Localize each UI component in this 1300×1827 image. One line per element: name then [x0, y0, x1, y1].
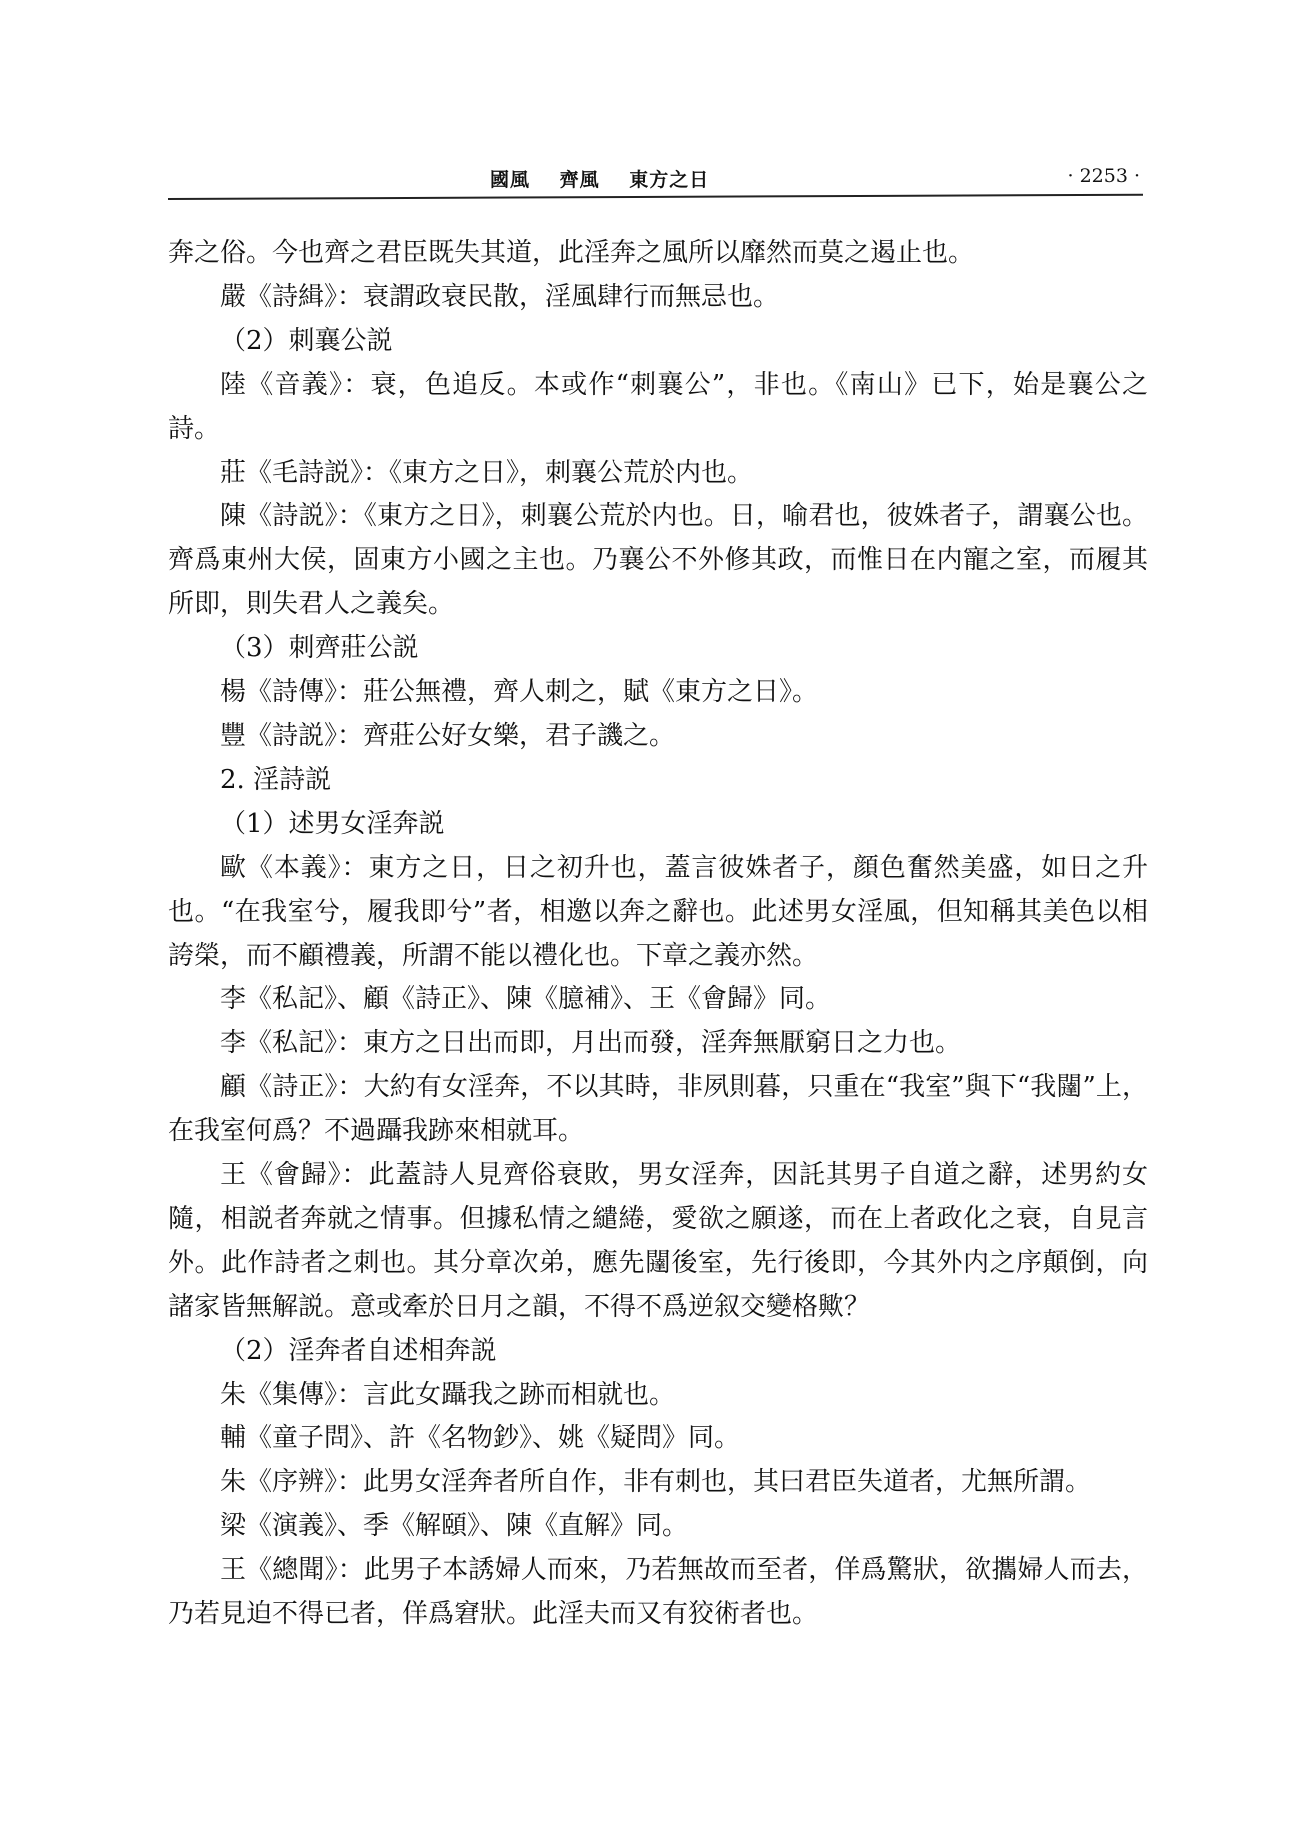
- paragraph: 陸《音義》：衰，色追反。本或作“刺襄公”，非也。《南山》已下，始是襄公之詩。: [168, 369, 1148, 444]
- paragraph: 李《私記》：東方之日出而即，月出而發，淫奔無厭窮日之力也。: [220, 1028, 962, 1059]
- paragraph: 陳《詩説》：《東方之日》，刺襄公荒於内也。日，喻君也，彼姝者子，謂襄公也。齊爲東州大侯，固東方小國之主也。乃襄公不外修其政，而惟日在内寵之室，而履其所即，則失君人之義矣。: [168, 501, 1148, 620]
- paragraph: 梁《演義》、季《解頤》、陳《直解》同。: [220, 1511, 689, 1542]
- running-head: [170, 165, 1140, 195]
- paragraph: 嚴《詩緝》：衰謂政衰民散，淫風肆行而無忌也。: [220, 281, 780, 312]
- section-heading: 2. 淫詩説: [220, 764, 332, 795]
- paragraph: 王《總聞》：此男子本誘婦人而來，乃若無故而至者，佯爲驚狀，欲攜婦人而去，乃若見迫不得已者，佯爲窘狀。此淫夫而又有狡術者也。: [168, 1555, 1148, 1630]
- section-heading: （2）淫奔者自述相奔説: [220, 1335, 497, 1366]
- section-heading: （3）刺齊莊公説: [220, 633, 419, 664]
- section-heading: （2）刺襄公説: [220, 325, 393, 356]
- paragraph: 奔之俗。今也齊之君臣既失其道，此淫奔之風所以靡然而莫之遏止也。: [168, 238, 975, 268]
- paragraph: 莊《毛詩説》：《東方之日》，刺襄公荒於内也。: [220, 457, 754, 488]
- paragraph: 李《私記》、顧《詩正》、陳《臆補》、王《會歸》同。: [220, 984, 832, 1015]
- paragraph: 歐《本義》：東方之日，日之初升也，蓋言彼姝者子，顔色奮然美盛，如日之升也。“在我室兮，履我即兮”者，相邀以奔之辭也。此述男女淫風，但知稱其美色以相誇榮，而不顧禮義，所謂不能以禮化也。下章之義亦然。: [168, 852, 1148, 971]
- paragraph: 楊《詩傳》：莊公無禮，齊人刺之，賦《東方之日》。: [220, 677, 819, 708]
- paragraph: 輔《童子問》、許《名物鈔》、姚《疑問》同。: [220, 1423, 741, 1454]
- paragraph: 朱《集傳》：言此女躡我之跡而相就也。: [220, 1379, 676, 1410]
- section-qifeng: 齊風: [559, 169, 600, 191]
- paragraph: 王《會歸》：此蓋詩人見齊俗衰敗，男女淫奔，因託其男子自道之辭，述男約女隨，相説者奔就之情事。但據私情之繾綣，愛欲之願遂，而在上者政化之衰，自見言外。此作詩者之刺也。其分章次弟，應先闥後室，先行後即，今其外内之序顛倒，向諸家皆無解説。意或牽於日月之韻，不得不爲逆叙交變格歟？: [168, 1160, 1148, 1322]
- section-guofeng: 國風: [490, 169, 531, 191]
- page-number: · 2253 ·: [1067, 165, 1140, 187]
- running-head-title: [490, 165, 731, 192]
- paragraph: 豐《詩説》：齊莊公好女樂，君子譏之。: [220, 720, 676, 751]
- section-dongfangzhiri: 東方之日: [629, 169, 710, 191]
- paragraph: 朱《序辨》：此男女淫奔者所自作，非有刺也，其曰君臣失道者，尤無所謂。: [220, 1467, 1092, 1498]
- section-heading: （1）述男女淫奔説: [220, 808, 445, 839]
- body-text: [168, 232, 1148, 1637]
- paragraph: 顧《詩正》：大約有女淫奔，不以其時，非夙則暮，只重在“我室”與下“我闥”上，在我室何爲？不過躡我跡來相就耳。: [168, 1072, 1148, 1147]
